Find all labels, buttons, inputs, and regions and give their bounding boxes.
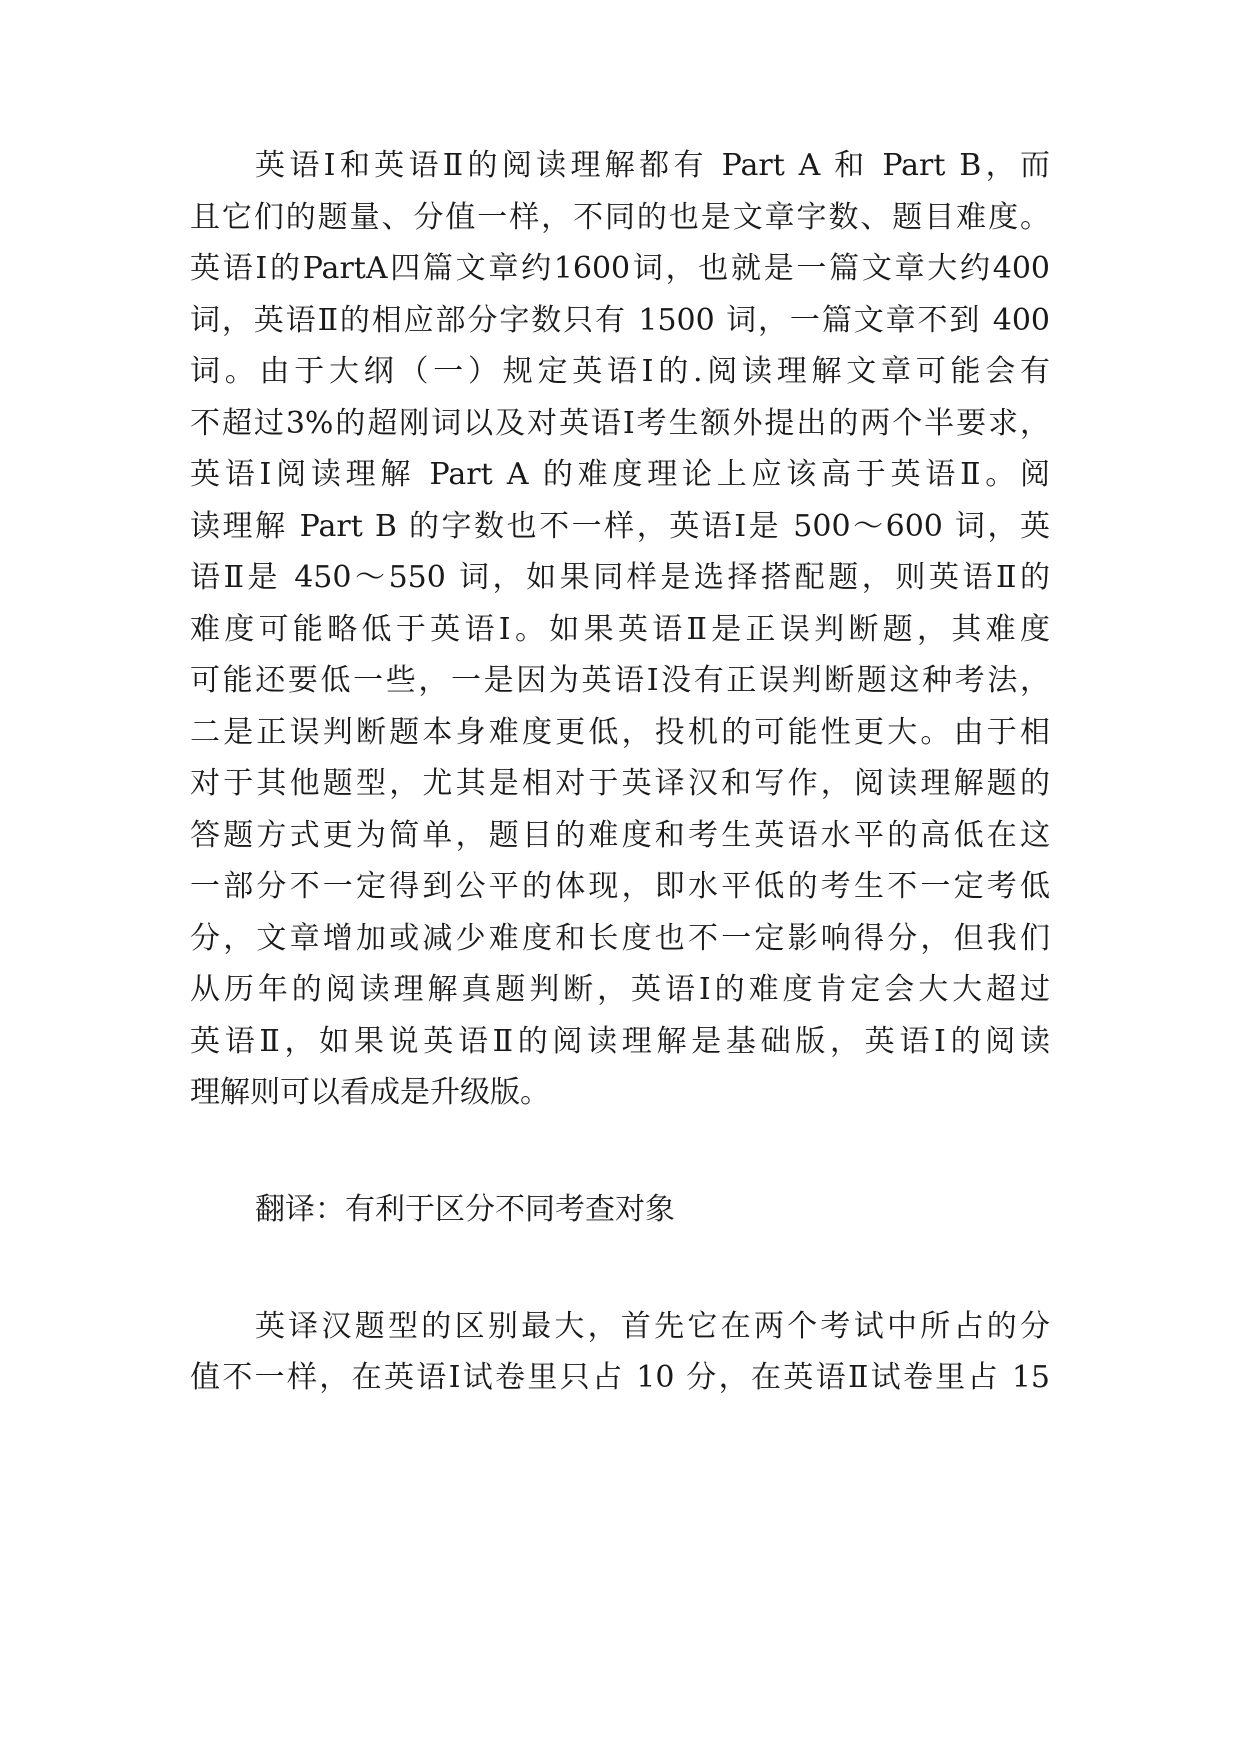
paragraph-1-line: 难度可能略低于英语Ⅰ。如果英语Ⅱ是正误判断题，其难度 [190, 612, 1050, 647]
paragraph-1-line: 词，英语Ⅱ的相应部分字数只有 1500 词，一篇文章不到 400 [190, 303, 1050, 338]
paragraph-1-line: 读理解 Part B 的字数也不一样，英语Ⅰ是 500～600 词，英 [190, 509, 1050, 544]
section-heading: 翻译：有利于区分不同考查对象 [255, 1192, 675, 1227]
paragraph-1-line: 二是正误判断题本身难度更低，投机的可能性更大。由于相 [190, 715, 1050, 750]
paragraph-1-line: 可能还要低一些，一是因为英语Ⅰ没有正误判断题这种考法， [190, 663, 1050, 698]
paragraph-1-line: 一部分不一定得到公平的体现，即水平低的考生不一定考低 [190, 869, 1050, 904]
paragraph-1-line: 词。由于大纲（一）规定英语Ⅰ的.阅读理解文章可能会有 [190, 354, 1050, 389]
paragraph-1-line: 对于其他题型，尤其是相对于英译汉和写作，阅读理解题的 [190, 766, 1050, 801]
paragraph-1-line: 英语Ⅰ和英语Ⅱ的阅读理解都有 Part A 和 Part B，而 [255, 148, 1050, 183]
paragraph-1-line: 且它们的题量、分值一样，不同的也是文章字数、题目难度。 [190, 200, 1050, 235]
paragraph-2-line: 英译汉题型的区别最大，首先它在两个考试中所占的分 [255, 1309, 1050, 1344]
paragraph-1-line: 不超过3%的超刚词以及对英语Ⅰ考生额外提出的两个半要求， [190, 406, 1050, 441]
paragraph-1-line: 分，文章增加或减少难度和长度也不一定影响得分，但我们 [190, 921, 1050, 956]
paragraph-1-line: 英语Ⅱ，如果说英语Ⅱ的阅读理解是基础版，英语Ⅰ的阅读 [190, 1024, 1050, 1059]
paragraph-1-line: 从历年的阅读理解真题判断，英语Ⅰ的难度肯定会大大超过 [190, 972, 1050, 1007]
paragraph-1-line: 英语Ⅰ的PartA四篇文章约1600词，也就是一篇文章大约400 [190, 251, 1050, 286]
paragraph-1-line: 英语Ⅰ阅读理解 Part A 的难度理论上应该高于英语Ⅱ。阅 [190, 457, 1050, 492]
paragraph-1-line: 语Ⅱ是 450～550 词，如果同样是选择搭配题，则英语Ⅱ的 [190, 560, 1050, 595]
paragraph-1-line: 答题方式更为简单，题目的难度和考生英语水平的高低在这 [190, 818, 1050, 853]
paragraph-2-line: 值不一样，在英语Ⅰ试卷里只占 10 分，在英语Ⅱ试卷里占 15 [190, 1360, 1050, 1395]
paragraph-1-line: 理解则可以看成是升级版。 [190, 1075, 550, 1110]
